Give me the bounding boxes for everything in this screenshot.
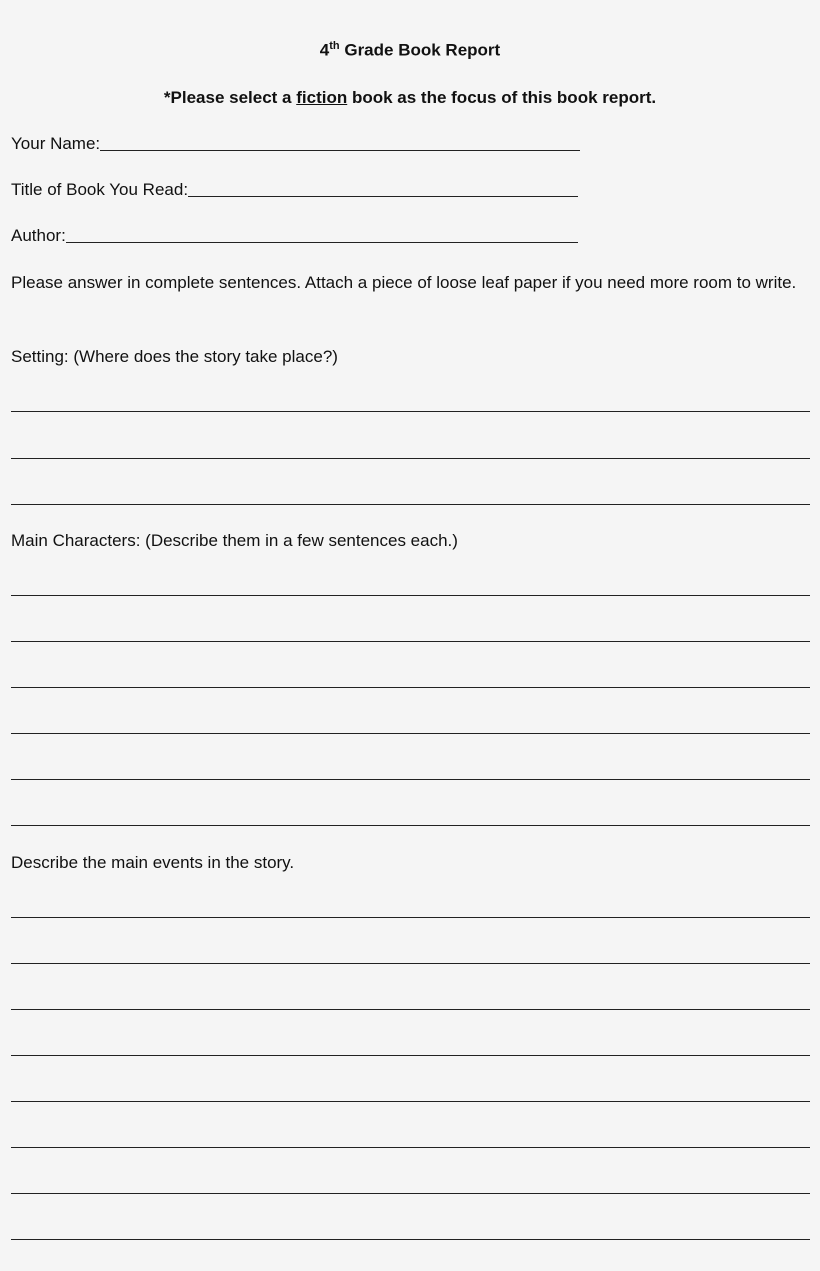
book-title-blank-line[interactable] bbox=[188, 196, 578, 197]
name-blank-line[interactable] bbox=[100, 150, 580, 151]
instruction-text-start: *Please select a bbox=[163, 88, 297, 107]
instruction-text-end: book as the focus of this book report. bbox=[347, 88, 657, 107]
events-answer-line[interactable] bbox=[11, 1101, 810, 1102]
characters-answer-line[interactable] bbox=[11, 779, 810, 780]
setting-answer-line[interactable] bbox=[11, 458, 810, 459]
events-answer-line[interactable] bbox=[11, 1147, 810, 1148]
name-field bbox=[11, 134, 580, 154]
book-title-field bbox=[11, 180, 578, 200]
characters-answer-line[interactable] bbox=[11, 687, 810, 688]
directions-paragraph: Please answer in complete sentences. Attach a piece of loose leaf paper if you need more room to write. bbox=[11, 273, 797, 292]
setting-answer-line[interactable] bbox=[11, 411, 810, 412]
title-text: Grade Book Report bbox=[339, 40, 501, 60]
events-answer-line[interactable] bbox=[11, 917, 810, 918]
fiction-instruction bbox=[0, 88, 820, 108]
characters-question: Main Characters: (Describe them in a few sentences each.) bbox=[11, 531, 458, 550]
events-answer-line[interactable] bbox=[11, 1193, 810, 1194]
page-title bbox=[0, 40, 820, 61]
author-blank-line[interactable] bbox=[66, 242, 578, 243]
events-answer-line[interactable] bbox=[11, 1009, 810, 1010]
book-title-label: Title of Book You Read: bbox=[11, 180, 189, 199]
characters-answer-line[interactable] bbox=[11, 595, 810, 596]
author-field bbox=[11, 226, 578, 246]
name-label: Your Name: bbox=[11, 134, 101, 153]
instruction-underlined-word: fiction bbox=[296, 88, 348, 107]
author-label: Author: bbox=[11, 226, 66, 245]
events-answer-line[interactable] bbox=[11, 1055, 810, 1056]
title-ordinal-suffix: th bbox=[329, 40, 340, 52]
events-answer-line[interactable] bbox=[11, 1239, 810, 1240]
setting-question: Setting: (Where does the story take place?) bbox=[11, 347, 338, 366]
characters-answer-line[interactable] bbox=[11, 641, 810, 642]
events-question: Describe the main events in the story. bbox=[11, 853, 295, 872]
characters-answer-line[interactable] bbox=[11, 825, 810, 826]
title-number: 4 bbox=[319, 40, 330, 60]
setting-answer-line[interactable] bbox=[11, 504, 810, 505]
characters-answer-line[interactable] bbox=[11, 733, 810, 734]
events-answer-line[interactable] bbox=[11, 963, 810, 964]
